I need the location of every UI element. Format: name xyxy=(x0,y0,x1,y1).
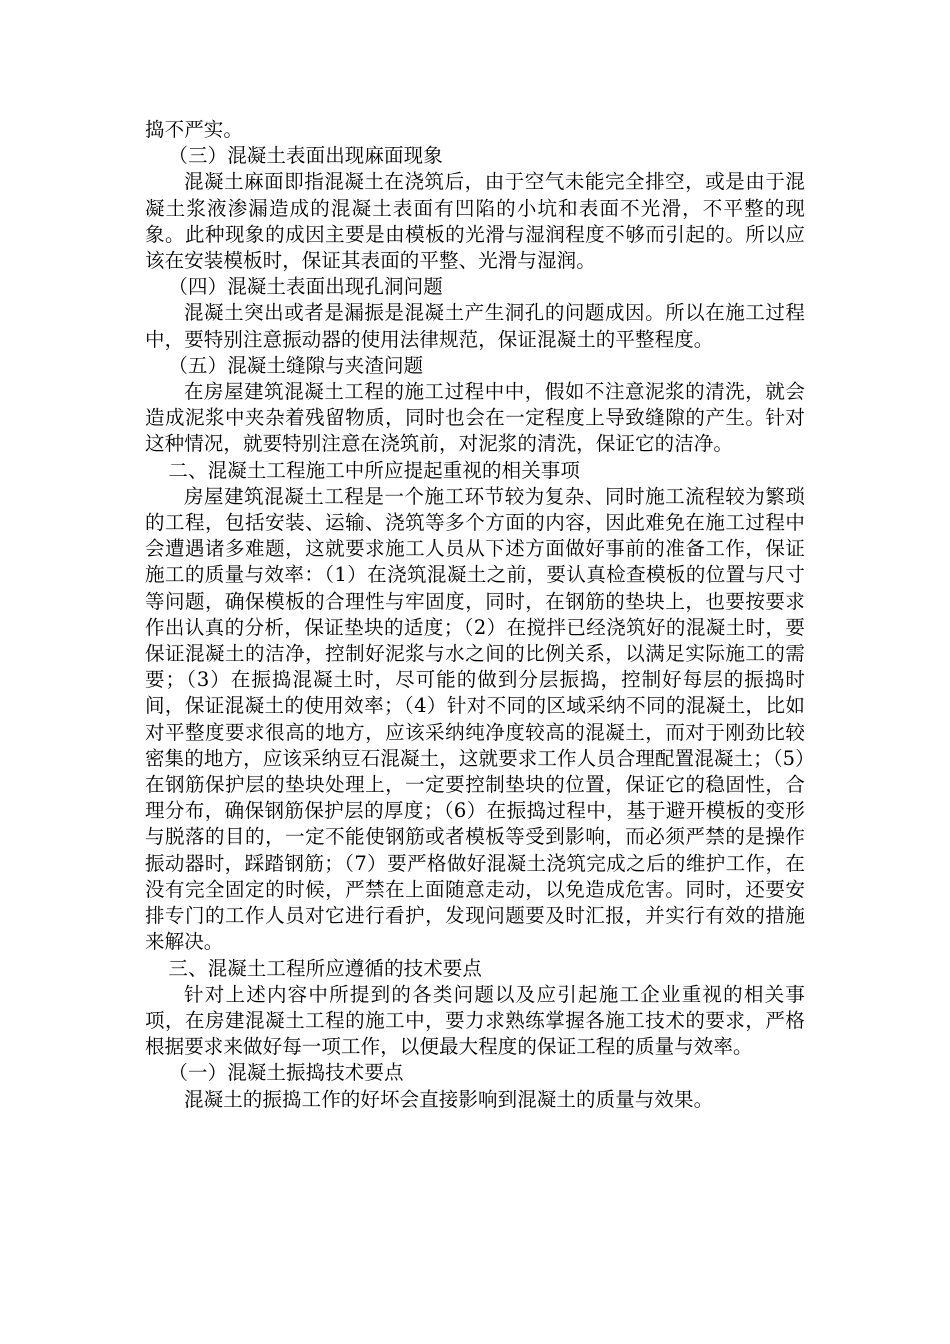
paragraph: 房屋建筑混凝土工程是一个施工环节较为复杂、同时施工流程较为繁琐的工程，包括安装、运输、浇筑等多个方面的内容，因此难免在施工过程中会遭遇诸多难题，这就要求施工人员从下述方面做好事前的准备工作，保证施工的质量与效率：（1）在浇筑混凝土之前，要认真检查模板的位置与尺寸等问题，确保模板的合理性与牢固度，同时，在钢筋的垫块上，也要按要求作出认真的分析，保证垫块的适度；（2）在搅拌已经浇筑好的混凝土时，要保证混凝土的洁净，控制好泥浆与水之间的比例关系，以满足实际施工的需要；（3）在振捣混凝土时，尽可能的做到分层振捣，控制好每层的振捣时间，保证混凝土的使用效率；（4）针对不同的区域采纳不同的混凝土，比如对平整度要求很高的地方，应该采纳纯净度较高的混凝土，而对于刚劲比较密集的地方，应该采纳豆石混凝土，这就要求工作人员合理配置混凝土；（5）在钢筋保护层的垫块处理上，一定要控制垫块的位置，保证它的稳固性，合理分布，确保钢筋保护层的厚度；（6）在振捣过程中，基于避开模板的变形与脱落的目的，一定不能使钢筋或者模板等受到影响，而必须严禁的是操作振动器时，踩踏钢筋；（7）要严格做好混凝土浇筑完成之后的维护工作，在没有完全固定的时候，严禁在上面随意走动，以免造成危害。同时，还要安排专门的工作人员对它进行看护，发现问题要及时汇报，并实行有效的措施来解决。 xyxy=(145,484,805,954)
paragraph: 混凝土突出或者是漏振是混凝土产生洞孔的问题成因。所以在施工过程中，要特别注意振动器的使用法律规范，保证混凝土的平整程度。 xyxy=(145,301,805,351)
section-heading-5: （五）混凝土缝隙与夹渣问题 xyxy=(168,353,424,377)
paragraph: 混凝土麻面即指混凝土在浇筑后，由于空气未能完全排空，或是由于混凝土浆液渗漏造成的混凝土表面有凹陷的小坑和表面不光滑，不平整的现象。此种现象的成因主要是由模板的光滑与湿润程度不够而引起的。所以应该在安装模板时，保证其表面的平整、光滑与湿润。 xyxy=(145,170,805,273)
paragraph: 混凝土的振捣工作的好坏会直接影响到混凝土的质量与效果。 xyxy=(184,1087,714,1111)
paragraph-continuation: 捣不严实。 xyxy=(145,118,244,141)
chapter-heading-3: 三、混凝土工程所应遵循的技术要点 xyxy=(168,956,482,980)
section-heading-4: （四）混凝土表面出现孔洞问题 xyxy=(168,275,443,299)
paragraph: 在房屋建筑混凝土工程的施工过程中中，假如不注意泥浆的清洗，就会造成泥浆中夹杂着残留物质，同时也会在一定程度上导致缝隙的产生。针对这种情况，就要特别注意在浇筑前，对泥浆的清洗，保证它的洁净。 xyxy=(145,380,805,456)
document-body xyxy=(145,117,805,1113)
paragraph: 针对上述内容中所提到的各类问题以及应引起施工企业重视的相关事项，在房建混凝土工程的施工中，要力求熟练掌握各施工技术的要求，严格根据要求来做好每一项工作，以便最大程度的保证工程的质量与效率。 xyxy=(145,982,805,1059)
chapter-heading-2: 二、混凝土工程施工中所应提起重视的相关事项 xyxy=(168,458,580,482)
section-heading-1: （一）混凝土振捣技术要点 xyxy=(168,1061,404,1085)
section-heading-3: （三）混凝土表面出现麻面现象 xyxy=(168,144,443,168)
